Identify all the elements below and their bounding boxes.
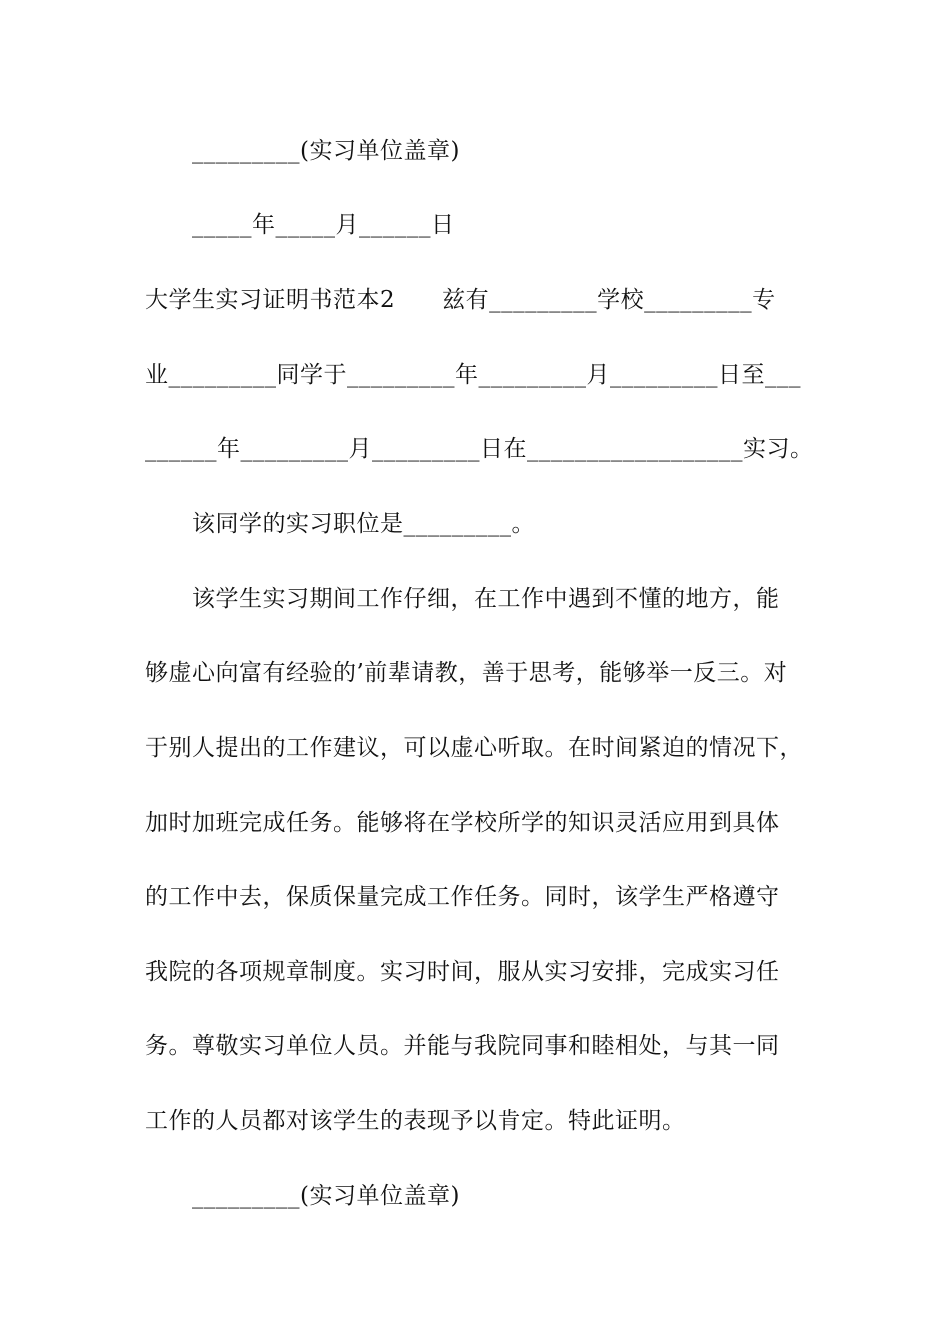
intro-line-2: 业_________同学于_________年_________月_________日至___: [145, 362, 801, 388]
body-line-3: 于别人提出的工作建议，可以虚心听取。在时间紧迫的情况下，: [145, 735, 803, 761]
sample-title-and-intro: 大学生实习证明书范本2 兹有_________学校_________专: [145, 287, 776, 313]
body-line-7: 务。尊敬实习单位人员。并能与我院同事和睦相处，与其一同: [145, 1033, 780, 1059]
body-line-4: 加时加班完成任务。能够将在学校所学的知识灵活应用到具体: [145, 810, 780, 836]
body-line-2: 够虚心向富有经验的’前辈请教，善于思考，能够举一反三。对: [145, 660, 788, 686]
seal-line-bottom: _________(实习单位盖章): [192, 1183, 460, 1209]
position-line: 该同学的实习职位是_________。: [192, 511, 535, 537]
body-line-6: 我院的各项规章制度。实习时间，服从实习安排，完成实习任: [145, 959, 780, 985]
intro-line-3: ______年_________月_________日在__________________实习。: [145, 436, 814, 462]
seal-line-top: _________(实习单位盖章): [192, 138, 460, 164]
body-line-8: 工作的人员都对该学生的表现予以肯定。特此证明。: [145, 1108, 686, 1134]
date-line-top: _____年_____月______日: [192, 212, 455, 238]
body-line-1: 该学生实习期间工作仔细，在工作中遇到不懂的地方，能: [192, 586, 780, 612]
body-line-5: 的工作中去，保质保量完成工作任务。同时，该学生严格遵守: [145, 884, 780, 910]
